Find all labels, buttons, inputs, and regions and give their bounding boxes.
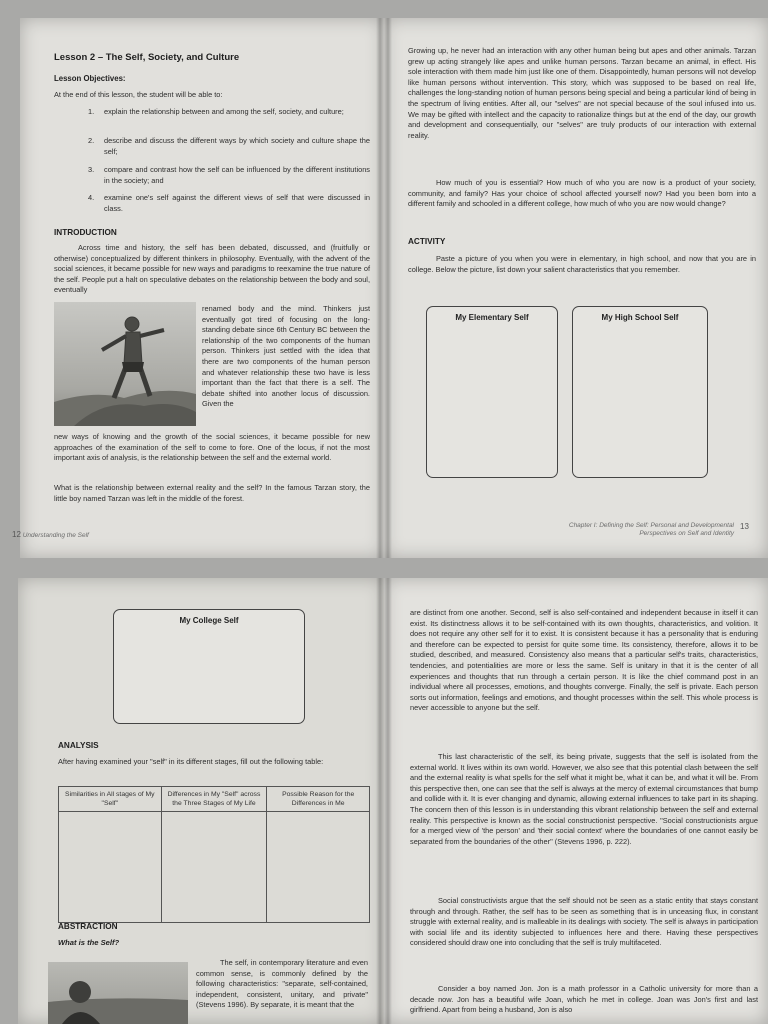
self-characteristics-paragraph: are distinct from one another. Second, self is also self-contained and independent because in itself it can exist. Its distinctness allows it to be self-contained with its own thoughts, characteristics, and volition. It does not require any other self for it to exist. It is consistent because it has a personality that is enduring and therefore can be expected to persist for quite some time. Its consistency, therefore, allows it to be studied, described, and measured. Consistency also means that a particular self's traits, characteristics, tendencies, and potentialities are more or less the same. Self is unitary in that it is the center of all experiences and thoughts that run through a certain person. It is like the chief command post in an individual where all processes, emotions, and thoughts converge. Finally, the self is private. Each person sorts out information, feelings and emotions, and thought processes within the self. This whole process is never accessible to anyone but the self. bbox=[410, 608, 758, 713]
page-number: 12 bbox=[12, 530, 21, 539]
introduction-heading: INTRODUCTION bbox=[54, 228, 117, 237]
college-self-box[interactable] bbox=[113, 609, 305, 724]
abstraction-heading: ABSTRACTION bbox=[58, 922, 118, 931]
spine-shadow bbox=[384, 578, 392, 1024]
table-cell-reasons[interactable] bbox=[267, 812, 370, 923]
activity-instructions: Paste a picture of you when you were in elementary, in high school, and now that you are in college. Below the picture, list down your salient characteristics that you remember. bbox=[408, 254, 756, 274]
page-15 bbox=[384, 578, 768, 1024]
objective-item: compare and contrast how the self can be influenced by the different institutions in the society; and bbox=[104, 165, 370, 185]
high-school-self-box[interactable] bbox=[572, 306, 708, 478]
objectives-intro: At the end of this lesson, the student will be able to: bbox=[54, 90, 223, 99]
table-header-similarities: Similarities in All stages of My "Self" bbox=[59, 787, 162, 812]
analysis-instructions: After having examined your "self" in its different stages, fill out the following table: bbox=[58, 757, 324, 766]
objective-item: examine one's self against the different views of self that were discussed in class. bbox=[104, 193, 370, 213]
social-constructivists-paragraph: Social constructivists argue that the self should not be seen as a static entity that stays constant through and through. Rather, the self has to be seen as something that is in unceasing flux, in constant struggle with external reality, and is malleable in its dealings with society. The self is always in participation with social life and its identity subjected to influences here and there. Having these perspectives considered should draw one into concluding that the self is truly multifaceted. bbox=[410, 896, 758, 948]
elementary-self-box[interactable] bbox=[426, 306, 558, 478]
intro-paragraph-continued: new ways of knowing and the growth of the social sciences, it became possible for new approaches of the examination of the self to come to fore. One of the locus, if not the most important axis of analysis, is the relationship between the self and the external world. bbox=[54, 432, 370, 463]
page-12 bbox=[12, 18, 384, 558]
analysis-table bbox=[58, 786, 370, 923]
table-cell-similarities[interactable] bbox=[59, 812, 162, 923]
college-self-label: My College Self bbox=[179, 616, 239, 625]
elementary-self-label: My Elementary Self bbox=[455, 313, 529, 322]
tarzan-paragraph: Growing up, he never had an interaction with any other human being but apes and other animals. Tarzan grew up acting strangely like apes and unlike human persons. Tarzan became an animal, in effect. His sole interaction with them made him just like one of them. Disappointedly, human persons will not develop like human persons without intervention. This story, which was supposed to be based on real life, challenges the long-standing notion of human persons being special and being a particular kind of being in the spectrum of living entities. After all, our "selves" are not special because of the soul infused into us. We may be gifted with intellect and the capacity to rationalize things but at the end of the day, our growth and development and consequentially, our "selves" are truly products of our interaction with external reality. bbox=[408, 46, 756, 140]
analysis-heading: ANALYSIS bbox=[58, 741, 99, 750]
objective-item: explain the relationship between and among the self, society, and culture; bbox=[104, 107, 344, 116]
lesson-title: Lesson 2 – The Self, Society, and Culture bbox=[54, 52, 240, 63]
abstraction-paragraph: The self, in contemporary literature and even common sense, is commonly defined by the following characteristics: "separate, self-contained, independent, consistent, unitary, and private" (Stevens 1996). By separate, it is meant that the bbox=[196, 958, 368, 1010]
page-13 bbox=[384, 18, 768, 558]
intro-paragraph: Across time and history, the self has been debated, discussed, and (fruitfully or otherwise) conceptualized by different thinkers in philosophy. Eventually, with the advent of the social sciences, it became possible for new ways and paradigms to reexamine the true nature of the self. People put a halt on speculative debates on the relationship between the body and soul, eventually bbox=[54, 243, 370, 295]
objective-number: 3. bbox=[88, 165, 95, 174]
abstraction-subheading: What is the Self? bbox=[58, 938, 120, 947]
spine-shadow bbox=[376, 18, 384, 558]
objective-number: 4. bbox=[88, 193, 95, 202]
objective-number: 2. bbox=[88, 136, 95, 145]
chapter-footer: Chapter I: Defining the Self: Personal and Developmental Perspectives on Self and Identity bbox=[568, 522, 734, 537]
page-number: 13 bbox=[740, 522, 749, 531]
high-school-self-label: My High School Self bbox=[601, 313, 679, 322]
page-footer bbox=[740, 522, 749, 531]
page-14 bbox=[18, 578, 384, 1024]
person-photo bbox=[48, 962, 188, 1024]
social-constructionist-paragraph: This last characteristic of the self, its being private, suggests that the self is isolated from the external world. It lives within its own world. However, we also see that this potential clash between the self and the external reality is what spells for the self what it might be, what it can be, and what it will be. From this perspective then, one can see that the self is always at the mercy of external circumstances that bump and collide with it. It is ever changing and dynamic, allowing external influences to take part in its shaping. The concern then of this lesson is in understanding this vibrant relationship between the self and external reality. This perspective is known as the social constructionist perspective. "Social constructionists argue for a merged view of 'the person' and 'their social context' where the boundaries of one cannot easily be separated from the boundaries of the other" (Stevens 1996, p. 222). bbox=[410, 752, 758, 846]
intro-wrapped-text: renamed body and the mind. Thinkers just eventually got tired of focusing on the long-standing debate since 6th Century BC between the relationship of the two components of the human person. Thinkers just settled with the idea that there are two components of the human person and whatever relationship these two have is less important than the fact that there is a self. The debate shifted into another locus of discussion. Given the bbox=[202, 304, 370, 409]
objective-number: 1. bbox=[88, 107, 95, 116]
activity-heading: ACTIVITY bbox=[408, 237, 446, 246]
spine-shadow bbox=[384, 18, 392, 558]
footer-title: Understanding the Self bbox=[22, 532, 89, 539]
spine-shadow bbox=[376, 578, 384, 1024]
jon-example-paragraph: Consider a boy named Jon. Jon is a math professor in a Catholic university for more than a decade now. Jon has a beautiful wife Joan, which he met in college. Joan was Jon's first and last girlfriend. Apart from being a husband, Jon is also bbox=[410, 984, 758, 1015]
table-cell-differences[interactable] bbox=[161, 812, 267, 923]
reflection-paragraph: How much of you is essential? How much of who you are now is a product of your society, community, and family? Has your choice of school affected yourself now? Had you been born into a different family and schooled in a different college, how much of who you are now would change? bbox=[408, 178, 756, 209]
intro-paragraph-2: What is the relationship between external reality and the self? In the famous Tarzan story, the little boy named Tarzan was left in the middle of the forest. bbox=[54, 483, 370, 503]
table-header-reasons: Possible Reason for the Differences in Me bbox=[267, 787, 370, 812]
tarzan-photo bbox=[54, 302, 196, 426]
page-footer bbox=[12, 530, 89, 539]
objective-item: describe and discuss the different ways by which society and culture shape the self; bbox=[104, 136, 370, 156]
objectives-heading: Lesson Objectives: bbox=[54, 74, 126, 83]
table-header-differences: Differences in My "Self" across the Three Stages of My Life bbox=[161, 787, 267, 812]
